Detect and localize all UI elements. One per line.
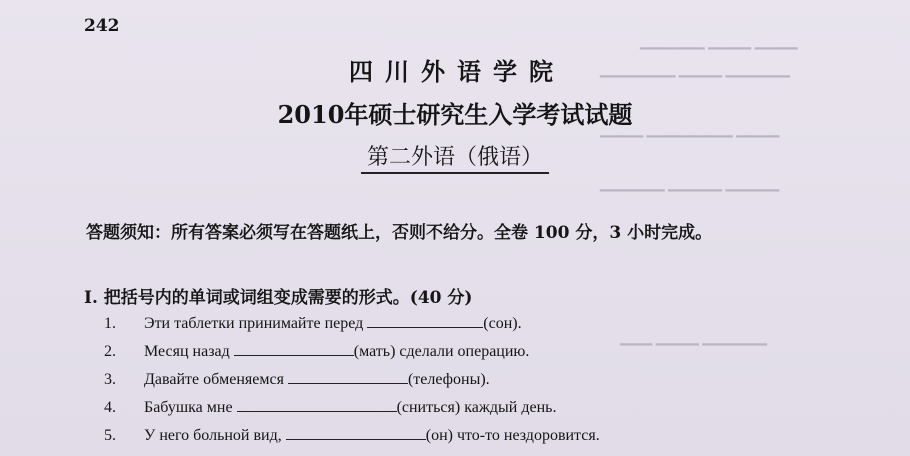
question-item: [104, 314, 522, 333]
bleed-through-texture: ▁▁▁▁ ▁▁▁▁ ▁▁▁▁▁▁: [640, 35, 798, 50]
question-number: 4.: [104, 399, 116, 416]
school-name: 四川外语学院: [349, 57, 565, 86]
section-heading: I. 把括号内的单词或词组变成需要的形式。(40 分): [84, 288, 473, 308]
subject-label: 第二外语（俄语）: [361, 145, 549, 174]
question-item: [104, 426, 600, 445]
question-number: 2.: [104, 343, 116, 360]
answer-blank: [288, 370, 408, 384]
question-item: [104, 398, 556, 417]
bleed-through-texture: ▁▁▁▁▁ ▁▁▁▁▁ ▁▁▁▁▁▁: [600, 177, 780, 192]
question-text: Бабушка мне: [144, 399, 237, 416]
bleed-through-texture: ▁▁▁▁ ▁▁▁▁▁▁▁▁ ▁▁▁▁: [600, 123, 780, 138]
bleed-through-texture: ▁▁▁▁▁▁ ▁▁▁▁ ▁▁▁: [620, 331, 767, 346]
answer-blank: [367, 314, 483, 328]
question-text: У него больной вид,: [144, 427, 286, 444]
question-hint: (мать) сделали операцию.: [353, 343, 530, 360]
question-number: 5.: [104, 427, 116, 444]
question-item: [104, 370, 490, 389]
question-item: [104, 342, 529, 361]
answer-blank: [234, 342, 354, 356]
answer-blank: [237, 398, 397, 412]
bleed-through-texture: ▁▁▁▁▁▁ ▁▁▁▁ ▁▁▁▁▁▁▁: [600, 63, 791, 78]
question-hint: (он) что-то нездоровится.: [425, 427, 600, 444]
question-hint: (сон).: [483, 315, 522, 332]
question-number: 1.: [104, 315, 116, 332]
answer-blank: [286, 426, 426, 440]
exam-title: 2010年硕士研究生入学考试试题: [277, 100, 633, 129]
question-number: 3.: [104, 371, 116, 388]
question-hint: (сниться) каждый день.: [396, 399, 557, 416]
question-text: Эти таблетки принимайте перед: [144, 315, 368, 332]
answer-instructions: 答题须知：所有答案必须写在答题纸上，否则不给分。全卷 100 分，3 小时完成。: [86, 223, 713, 243]
question-hint: (телефоны).: [407, 371, 490, 388]
question-text: Давайте обменяемся: [144, 371, 288, 388]
question-text: Месяц назад: [144, 343, 234, 360]
page-number: 242: [84, 16, 120, 36]
subject-title: [0, 140, 910, 171]
